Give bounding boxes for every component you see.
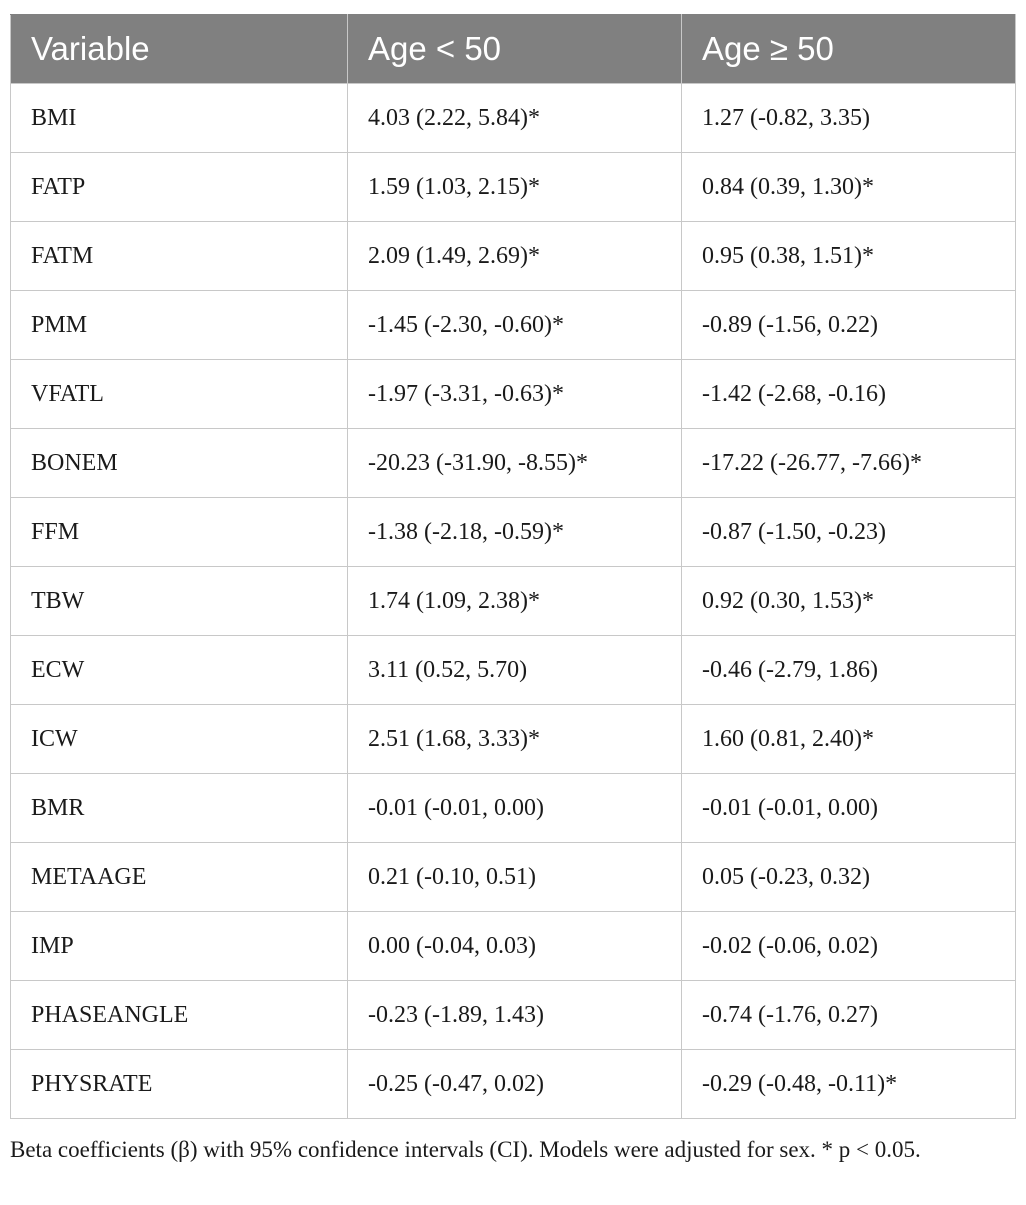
table-header-row bbox=[11, 15, 1016, 84]
cell-variable: FATP bbox=[11, 153, 348, 222]
cell-age-50-plus: -0.89 (-1.56, 0.22) bbox=[682, 291, 1016, 360]
cell-age-50-plus: 1.27 (-0.82, 3.35) bbox=[682, 84, 1016, 153]
table-row bbox=[11, 429, 1016, 498]
cell-age-50-plus: 0.95 (0.38, 1.51)* bbox=[682, 222, 1016, 291]
cell-age-under-50: -0.01 (-0.01, 0.00) bbox=[348, 774, 682, 843]
results-table bbox=[10, 14, 1016, 1119]
header-variable: Variable bbox=[11, 15, 348, 84]
cell-variable: ICW bbox=[11, 705, 348, 774]
cell-variable: IMP bbox=[11, 912, 348, 981]
cell-variable: PHASEANGLE bbox=[11, 981, 348, 1050]
table-row bbox=[11, 636, 1016, 705]
header-age-under-50: Age < 50 bbox=[348, 15, 682, 84]
cell-variable: ECW bbox=[11, 636, 348, 705]
cell-age-50-plus: 0.05 (-0.23, 0.32) bbox=[682, 843, 1016, 912]
cell-age-50-plus: -17.22 (-26.77, -7.66)* bbox=[682, 429, 1016, 498]
table-row bbox=[11, 360, 1016, 429]
table-footnote: Beta coefficients (β) with 95% confidence intervals (CI). Models were adjusted for sex. * p < 0.05. bbox=[10, 1137, 921, 1162]
results-table-container bbox=[10, 14, 1015, 1166]
cell-age-50-plus: -0.46 (-2.79, 1.86) bbox=[682, 636, 1016, 705]
cell-age-50-plus: 0.84 (0.39, 1.30)* bbox=[682, 153, 1016, 222]
cell-age-under-50: -1.38 (-2.18, -0.59)* bbox=[348, 498, 682, 567]
cell-age-under-50: 0.21 (-0.10, 0.51) bbox=[348, 843, 682, 912]
cell-age-50-plus: -0.74 (-1.76, 0.27) bbox=[682, 981, 1016, 1050]
cell-age-under-50: -1.97 (-3.31, -0.63)* bbox=[348, 360, 682, 429]
table-row bbox=[11, 498, 1016, 567]
table-row bbox=[11, 153, 1016, 222]
cell-age-under-50: -20.23 (-31.90, -8.55)* bbox=[348, 429, 682, 498]
header-age-50-plus: Age ≥ 50 bbox=[682, 15, 1016, 84]
cell-age-50-plus: -1.42 (-2.68, -0.16) bbox=[682, 360, 1016, 429]
cell-age-50-plus: -0.02 (-0.06, 0.02) bbox=[682, 912, 1016, 981]
table-row bbox=[11, 774, 1016, 843]
cell-variable: VFATL bbox=[11, 360, 348, 429]
cell-variable: FATM bbox=[11, 222, 348, 291]
cell-age-50-plus: -0.01 (-0.01, 0.00) bbox=[682, 774, 1016, 843]
cell-age-under-50: -0.25 (-0.47, 0.02) bbox=[348, 1050, 682, 1119]
table-row bbox=[11, 705, 1016, 774]
table-row bbox=[11, 567, 1016, 636]
table-row bbox=[11, 291, 1016, 360]
cell-age-50-plus: 0.92 (0.30, 1.53)* bbox=[682, 567, 1016, 636]
table-row bbox=[11, 981, 1016, 1050]
cell-variable: TBW bbox=[11, 567, 348, 636]
cell-age-under-50: 3.11 (0.52, 5.70) bbox=[348, 636, 682, 705]
cell-variable: FFM bbox=[11, 498, 348, 567]
cell-age-50-plus: -0.87 (-1.50, -0.23) bbox=[682, 498, 1016, 567]
table-row bbox=[11, 1050, 1016, 1119]
cell-variable: PMM bbox=[11, 291, 348, 360]
cell-age-under-50: 4.03 (2.22, 5.84)* bbox=[348, 84, 682, 153]
cell-variable: BMR bbox=[11, 774, 348, 843]
cell-age-under-50: -1.45 (-2.30, -0.60)* bbox=[348, 291, 682, 360]
cell-age-under-50: 1.59 (1.03, 2.15)* bbox=[348, 153, 682, 222]
cell-age-under-50: 1.74 (1.09, 2.38)* bbox=[348, 567, 682, 636]
cell-variable: PHYSRATE bbox=[11, 1050, 348, 1119]
table-row bbox=[11, 912, 1016, 981]
cell-age-50-plus: -0.29 (-0.48, -0.11)* bbox=[682, 1050, 1016, 1119]
table-row bbox=[11, 84, 1016, 153]
table-body bbox=[11, 84, 1016, 1119]
cell-age-under-50: 0.00 (-0.04, 0.03) bbox=[348, 912, 682, 981]
table-row bbox=[11, 222, 1016, 291]
cell-age-50-plus: 1.60 (0.81, 2.40)* bbox=[682, 705, 1016, 774]
cell-age-under-50: -0.23 (-1.89, 1.43) bbox=[348, 981, 682, 1050]
cell-variable: BONEM bbox=[11, 429, 348, 498]
table-row bbox=[11, 843, 1016, 912]
cell-age-under-50: 2.51 (1.68, 3.33)* bbox=[348, 705, 682, 774]
cell-age-under-50: 2.09 (1.49, 2.69)* bbox=[348, 222, 682, 291]
cell-variable: METAAGE bbox=[11, 843, 348, 912]
cell-variable: BMI bbox=[11, 84, 348, 153]
